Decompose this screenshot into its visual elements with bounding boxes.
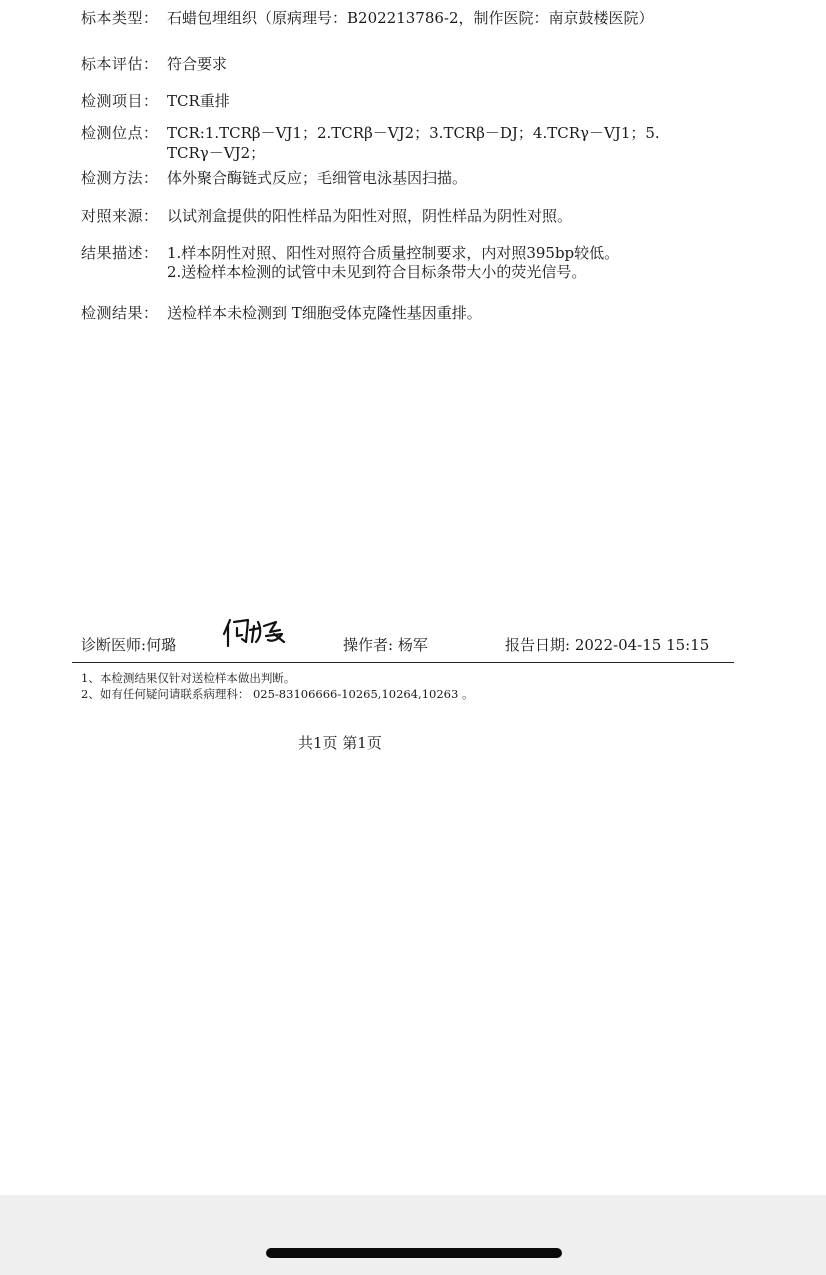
test-method-value: 体外聚合酶链式反应；毛细管电泳基因扫描。 xyxy=(167,169,468,187)
page-counter: 共1页 第1页 xyxy=(298,734,382,752)
report-date-value: 2022-04-15 15:15 xyxy=(574,636,710,654)
specimen-type-label: 标本类型： xyxy=(81,9,159,27)
test-sites-label: 检测位点： xyxy=(81,124,159,142)
footer-divider xyxy=(72,662,734,663)
test-sites-value-line1: TCR:1.TCRβ－VJ1；2.TCRβ－VJ2；3.TCRβ－DJ；4.TCRγ－VJ1；5. xyxy=(167,124,660,142)
specimen-eval-label: 标本评估： xyxy=(81,55,159,73)
report-date-field xyxy=(505,636,709,655)
test-method-label: 检测方法： xyxy=(81,169,159,187)
bottom-bar xyxy=(0,1195,826,1275)
test-item-label: 检测项目： xyxy=(81,92,159,110)
doctor-name: 何璐 xyxy=(146,636,177,654)
footer-note-1: 1、本检测结果仅针对送检样本做出判断。 xyxy=(81,671,296,685)
specimen-eval-value: 符合要求 xyxy=(167,55,228,73)
handwritten-signature xyxy=(220,612,290,652)
operator-field xyxy=(343,636,428,655)
result-desc-label: 结果描述： xyxy=(81,244,159,262)
test-result-label: 检测结果： xyxy=(81,304,159,322)
test-sites-row xyxy=(81,124,660,143)
result-desc-row xyxy=(81,244,619,263)
specimen-eval-row xyxy=(81,55,227,74)
home-indicator[interactable] xyxy=(266,1248,562,1258)
test-result-row xyxy=(81,304,482,323)
test-method-row xyxy=(81,169,467,188)
test-item-value: TCR重排 xyxy=(167,92,230,110)
doctor-label: 诊断医师: xyxy=(81,636,147,654)
test-item-row xyxy=(81,92,230,111)
result-desc-value-line2: 2.送检样本检测的试管中未见到符合目标条带大小的荧光信号。 xyxy=(167,263,587,281)
control-source-value: 以试剂盒提供的阳性样品为阳性对照，阴性样品为阴性对照。 xyxy=(167,207,573,225)
operator-name: 杨军 xyxy=(397,636,428,654)
specimen-type-value: 石蜡包埋组织（原病理号：B202213786-2，制作医院：南京鼓楼医院） xyxy=(167,9,654,27)
doctor-field xyxy=(81,636,176,655)
operator-label: 操作者: xyxy=(343,636,394,654)
test-sites-value-line2: TCRγ－VJ2； xyxy=(167,144,266,162)
footer-note-2: 2、如有任何疑问请联系病理科： 025-83106666-10265,10264,10263 。 xyxy=(81,687,474,701)
result-desc-value-line1: 1.样本阴性对照、阳性对照符合质量控制要求，内对照395bp较低。 xyxy=(167,244,620,262)
control-source-row xyxy=(81,207,572,226)
specimen-type-row xyxy=(81,9,654,28)
control-source-label: 对照来源： xyxy=(81,207,159,225)
test-result-value: 送检样本未检测到 T细胞受体克隆性基因重排。 xyxy=(167,304,482,322)
report-date-label: 报告日期: xyxy=(505,636,571,654)
